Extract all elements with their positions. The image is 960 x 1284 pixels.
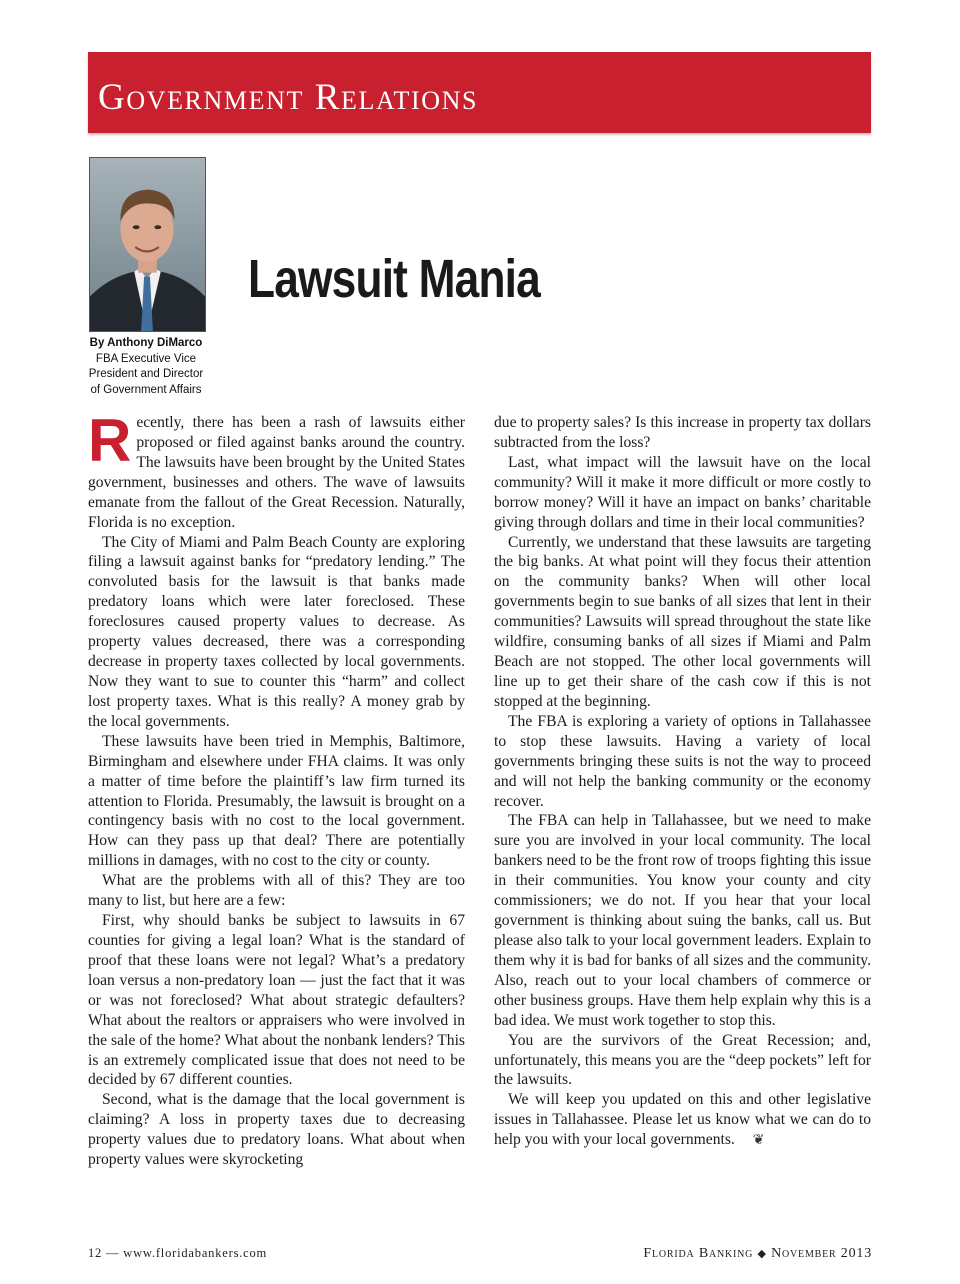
article-column-left	[88, 407, 465, 1170]
author-photo	[89, 157, 206, 332]
article-paragraph: The FBA is exploring a variety of options in Tallahassee to stop these lawsuits. Having a variety of local governments bringing these suits is not the way to proceed and will not help the banking community or the economy recover.	[494, 712, 871, 810]
author-title-line: President and Director	[88, 368, 204, 381]
article-paragraph: Second, what is the damage that the local government is claiming? A loss in property taxes due to decreasing property values due to predatory loans. What about when property values were skyrocketing	[88, 1091, 465, 1169]
issue-date: November 2013	[771, 1246, 872, 1261]
article-paragraph: The FBA can help in Tallahassee, but we need to make sure you are involved in your local community. The local bankers need to be the front row of troops fighting this issue in their communities. You know your county and city commissioners; we do not. If you hear that your local government is thinking about suing the banks, call us. But please also talk to your local government leaders. Explain to them why it is bad for banks of all sizes and the community. Also, reach out to your local chambers of commerce or other business groups. Have them help explain why this is a bad idea. We must work together to stop this.	[494, 812, 871, 1029]
article-paragraph: You are the survivors of the Great Recession; and, unfortunately, this means you are the “deep pockets” left for the lawsuits.	[494, 1031, 871, 1089]
article-paragraph	[494, 1090, 871, 1151]
publication-name: Florida Banking	[643, 1246, 754, 1261]
article-paragraph: Currently, we understand that these lawsuits are targeting the big banks. At what point will they focus their attention on the community banks? When will other local governments begin to sue banks of all sizes that lent in their communities? Lawsuits will spread throughout the state like wildfire, consuming banks of all sizes if Miami and Palm Beach are not stopped. The other local governments will line up to get their share of the cash cow if this is not stopped at the beginning.	[494, 533, 871, 710]
article-paragraph: Last, what impact will the lawsuit have on the local community? Will it make it more difficult or more costly to borrow money? Will it have an impact on banks’ charitable giving through dollars and time in their local communities?	[494, 453, 871, 531]
author-portrait-image	[90, 158, 205, 331]
article-paragraph: First, why should banks be subject to lawsuits in 67 counties for giving a legal loan? What is the standard of proof that these loans were not legal? What’s a predatory loan versus a non-predatory loan — just the fact that it was or was not foreclosed? What about strategic defaulters? What about the realtors or appraisers who were involved in the sale of the home? What about the nonbank lenders? This is an extremely complicated issue that does not need to be decided by 67 different counties.	[88, 912, 465, 1089]
section-banner	[88, 52, 871, 133]
diamond-icon: ◆	[757, 1248, 767, 1260]
author-title-line: of Government Affairs	[90, 383, 202, 396]
drop-cap: R	[88, 407, 132, 474]
article-paragraph: These lawsuits have been tried in Memphis, Baltimore, Birmingham and elsewhere under FHA claims. It was only a matter of time before the plaintiff’s law firm turned its attention to Florida. Presumably, the lawsuit is brought on a contingency basis with no cost to the local government. How can they pass up that deal? There are potentially millions in damages, with no cost to the city or county.	[88, 732, 465, 870]
author-name: By Anthony DiMarco	[89, 337, 203, 349]
article-headline: Lawsuit Mania	[248, 249, 540, 309]
article-paragraph: The City of Miami and Palm Beach County are exploring filing a lawsuit against banks for “predatory lending.” The convoluted basis for the lawsuit is that banks made predatory loans which were later foreclosed. These foreclosures caused property values to decrease. As property values decreased, there was a corresponding decrease in property taxes collected by local governments. Now they want to sue to counter this “harm” and collect lost property taxes. What is this really? A money grab by the local governments.	[88, 533, 465, 730]
footer-publication	[643, 1246, 872, 1262]
article-column-right	[494, 413, 871, 1151]
article-paragraph: due to property sales? Is this increase in property tax dollars subtracted from the loss?	[494, 414, 871, 451]
author-byline	[60, 336, 232, 398]
article-paragraph	[88, 407, 465, 533]
paragraph-text: We will keep you updated on this and other legislative issues in Tallahassee. Please let us know what we can do to help you with your local governments.	[494, 1091, 871, 1149]
author-title-line: FBA Executive Vice	[95, 352, 197, 365]
article-paragraph: What are the problems with all of this? They are too many to list, but here are a few:	[88, 872, 465, 910]
section-title: Government Relations	[98, 77, 479, 118]
footer-page-info: 12 — www.floridabankers.com	[88, 1246, 268, 1260]
end-mark-icon: ❦	[752, 1133, 765, 1149]
paragraph-text: ecently, there has been a rash of lawsuits either proposed or filed against banks around the country. The lawsuits have been brought by the United States government, businesses and others. The wave of lawsuits emanate from the fallout of the Great Recession. Naturally, Florida is no exception.	[88, 414, 465, 531]
